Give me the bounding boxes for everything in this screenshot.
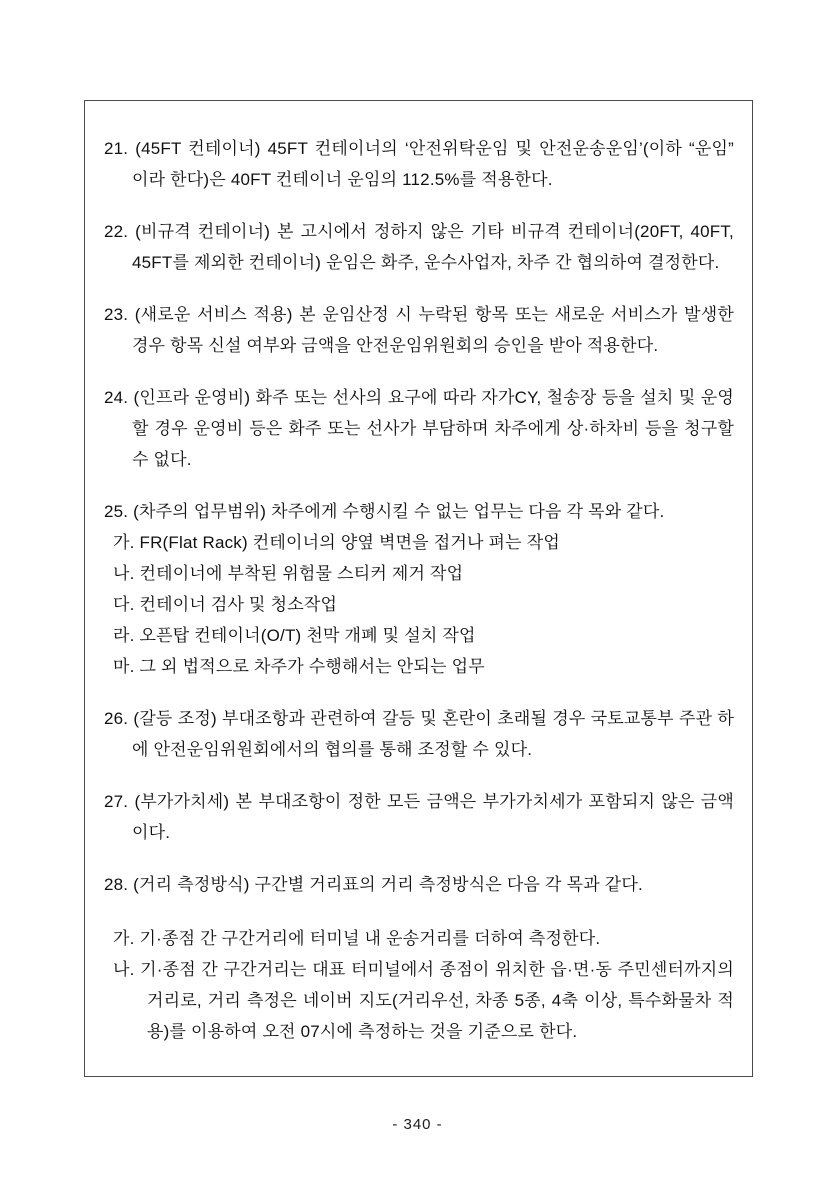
document-item <box>104 382 734 475</box>
document-border-frame <box>84 100 753 1077</box>
item-text: (부가가치세) 본 부대조항이 정한 모든 금액은 부가가치세가 포함되지 않은 금액이다. <box>132 792 734 842</box>
item-number: 23. <box>104 305 129 324</box>
sub-item-marker: 라. <box>113 626 135 645</box>
item-number: 28. <box>104 875 129 894</box>
sub-item-marker: 다. <box>113 595 135 614</box>
document-item <box>104 216 734 278</box>
sub-item-text: 그 외 법적으로 차주가 수행해서는 안되는 업무 <box>139 657 485 676</box>
sub-item-marker: 마. <box>113 657 135 676</box>
sub-item-text: 컨테이너에 부착된 위험물 스티커 제거 작업 <box>139 564 464 583</box>
item-sub-paragraph <box>113 651 734 682</box>
document-item <box>104 299 734 361</box>
item-sub-paragraph <box>113 527 734 558</box>
item-sub-paragraph <box>113 954 734 1047</box>
item-paragraph <box>104 382 734 475</box>
sub-item-marker: 가. <box>113 929 135 948</box>
page-number: - 340 - <box>392 1116 443 1133</box>
item-sub-list <box>104 923 734 1047</box>
item-number: 24. <box>104 388 129 407</box>
sub-item-text: 기·종점 간 구간거리에 터미널 내 운송거리를 더하여 측정한다. <box>139 929 601 948</box>
item-number: 25. <box>104 502 129 521</box>
document-item <box>104 703 734 765</box>
item-number: 22. <box>104 222 129 241</box>
item-number: 26. <box>104 709 129 728</box>
item-text: (인프라 운영비) 화주 또는 선사의 요구에 따라 자가CY, 철송장 등을 설치 및 운영할 경우 운영비 등은 화주 또는 선사가 부담하며 차주에게 상·하차비 등을 청구할 수 없다. <box>132 388 734 469</box>
sub-item-text: 오픈탑 컨테이너(O/T) 천막 개폐 및 설치 작업 <box>139 626 476 645</box>
item-paragraph <box>104 216 734 278</box>
sub-item-marker: 나. <box>113 960 135 979</box>
item-paragraph <box>104 786 734 848</box>
sub-item-text: FR(Flat Rack) 컨테이너의 양옆 벽면을 접거나 펴는 작업 <box>139 533 560 552</box>
item-text: (45FT 컨테이너) 45FT 컨테이너의 ‘안전위탁운임 및 안전운송운임’(이하 “운임” 이라 한다)은 40FT 컨테이너 운임의 112.5%를 적용한다. <box>132 139 734 189</box>
item-sub-list <box>104 527 734 682</box>
document-item-list <box>104 133 734 1047</box>
item-sub-paragraph <box>113 620 734 651</box>
item-text: (차주의 업무범위) 차주에게 수행시킬 수 없는 업무는 다음 각 목와 같다. <box>133 502 665 521</box>
sub-item-marker: 가. <box>113 533 135 552</box>
sub-item-text: 기·종점 간 구간거리는 대표 터미널에서 종점이 위치한 읍·면·동 주민센터까지의 거리로, 거리 측정은 네이버 지도(거리우선, 차종 5종, 4축 이상, 특수화물차 적용)를 이용하여 오전 07시에 측정하는 것을 기준으로 한다. <box>140 960 734 1041</box>
item-sub-paragraph <box>113 923 734 954</box>
item-text: (거리 측정방식) 구간별 거리표의 거리 측정방식은 다음 각 목과 같다. <box>133 875 643 894</box>
item-number: 27. <box>104 792 129 811</box>
item-text: (갈등 조정) 부대조항과 관련하여 갈등 및 혼란이 초래될 경우 국토교통부 주관 하에 안전운임위원회에서의 협의를 통해 조정할 수 있다. <box>132 709 734 759</box>
item-text: (새로운 서비스 적용) 본 운임산정 시 누락된 항목 또는 새로운 서비스가 발생한 경우 항목 신설 여부와 금액을 안전운임위원회의 승인을 받아 적용한다. <box>132 305 734 355</box>
document-item <box>104 133 734 195</box>
item-paragraph <box>104 496 734 527</box>
item-paragraph <box>104 703 734 765</box>
item-sub-paragraph <box>113 558 734 589</box>
sub-item-text: 컨테이너 검사 및 청소작업 <box>139 595 338 614</box>
document-item <box>104 496 734 682</box>
item-number: 21. <box>104 139 129 158</box>
document-item <box>104 786 734 848</box>
sub-item-marker: 나. <box>113 564 135 583</box>
item-sub-paragraph <box>113 589 734 620</box>
item-paragraph <box>104 133 734 195</box>
item-paragraph <box>104 299 734 361</box>
document-item <box>104 869 734 1047</box>
item-text: (비규격 컨테이너) 본 고시에서 정하지 않은 기타 비규격 컨테이너(20FT, 40FT, 45FT를 제외한 컨테이너) 운임은 화주, 운수사업자, 차주 간 협의하여 결정한다. <box>132 222 734 272</box>
item-paragraph <box>104 869 734 900</box>
